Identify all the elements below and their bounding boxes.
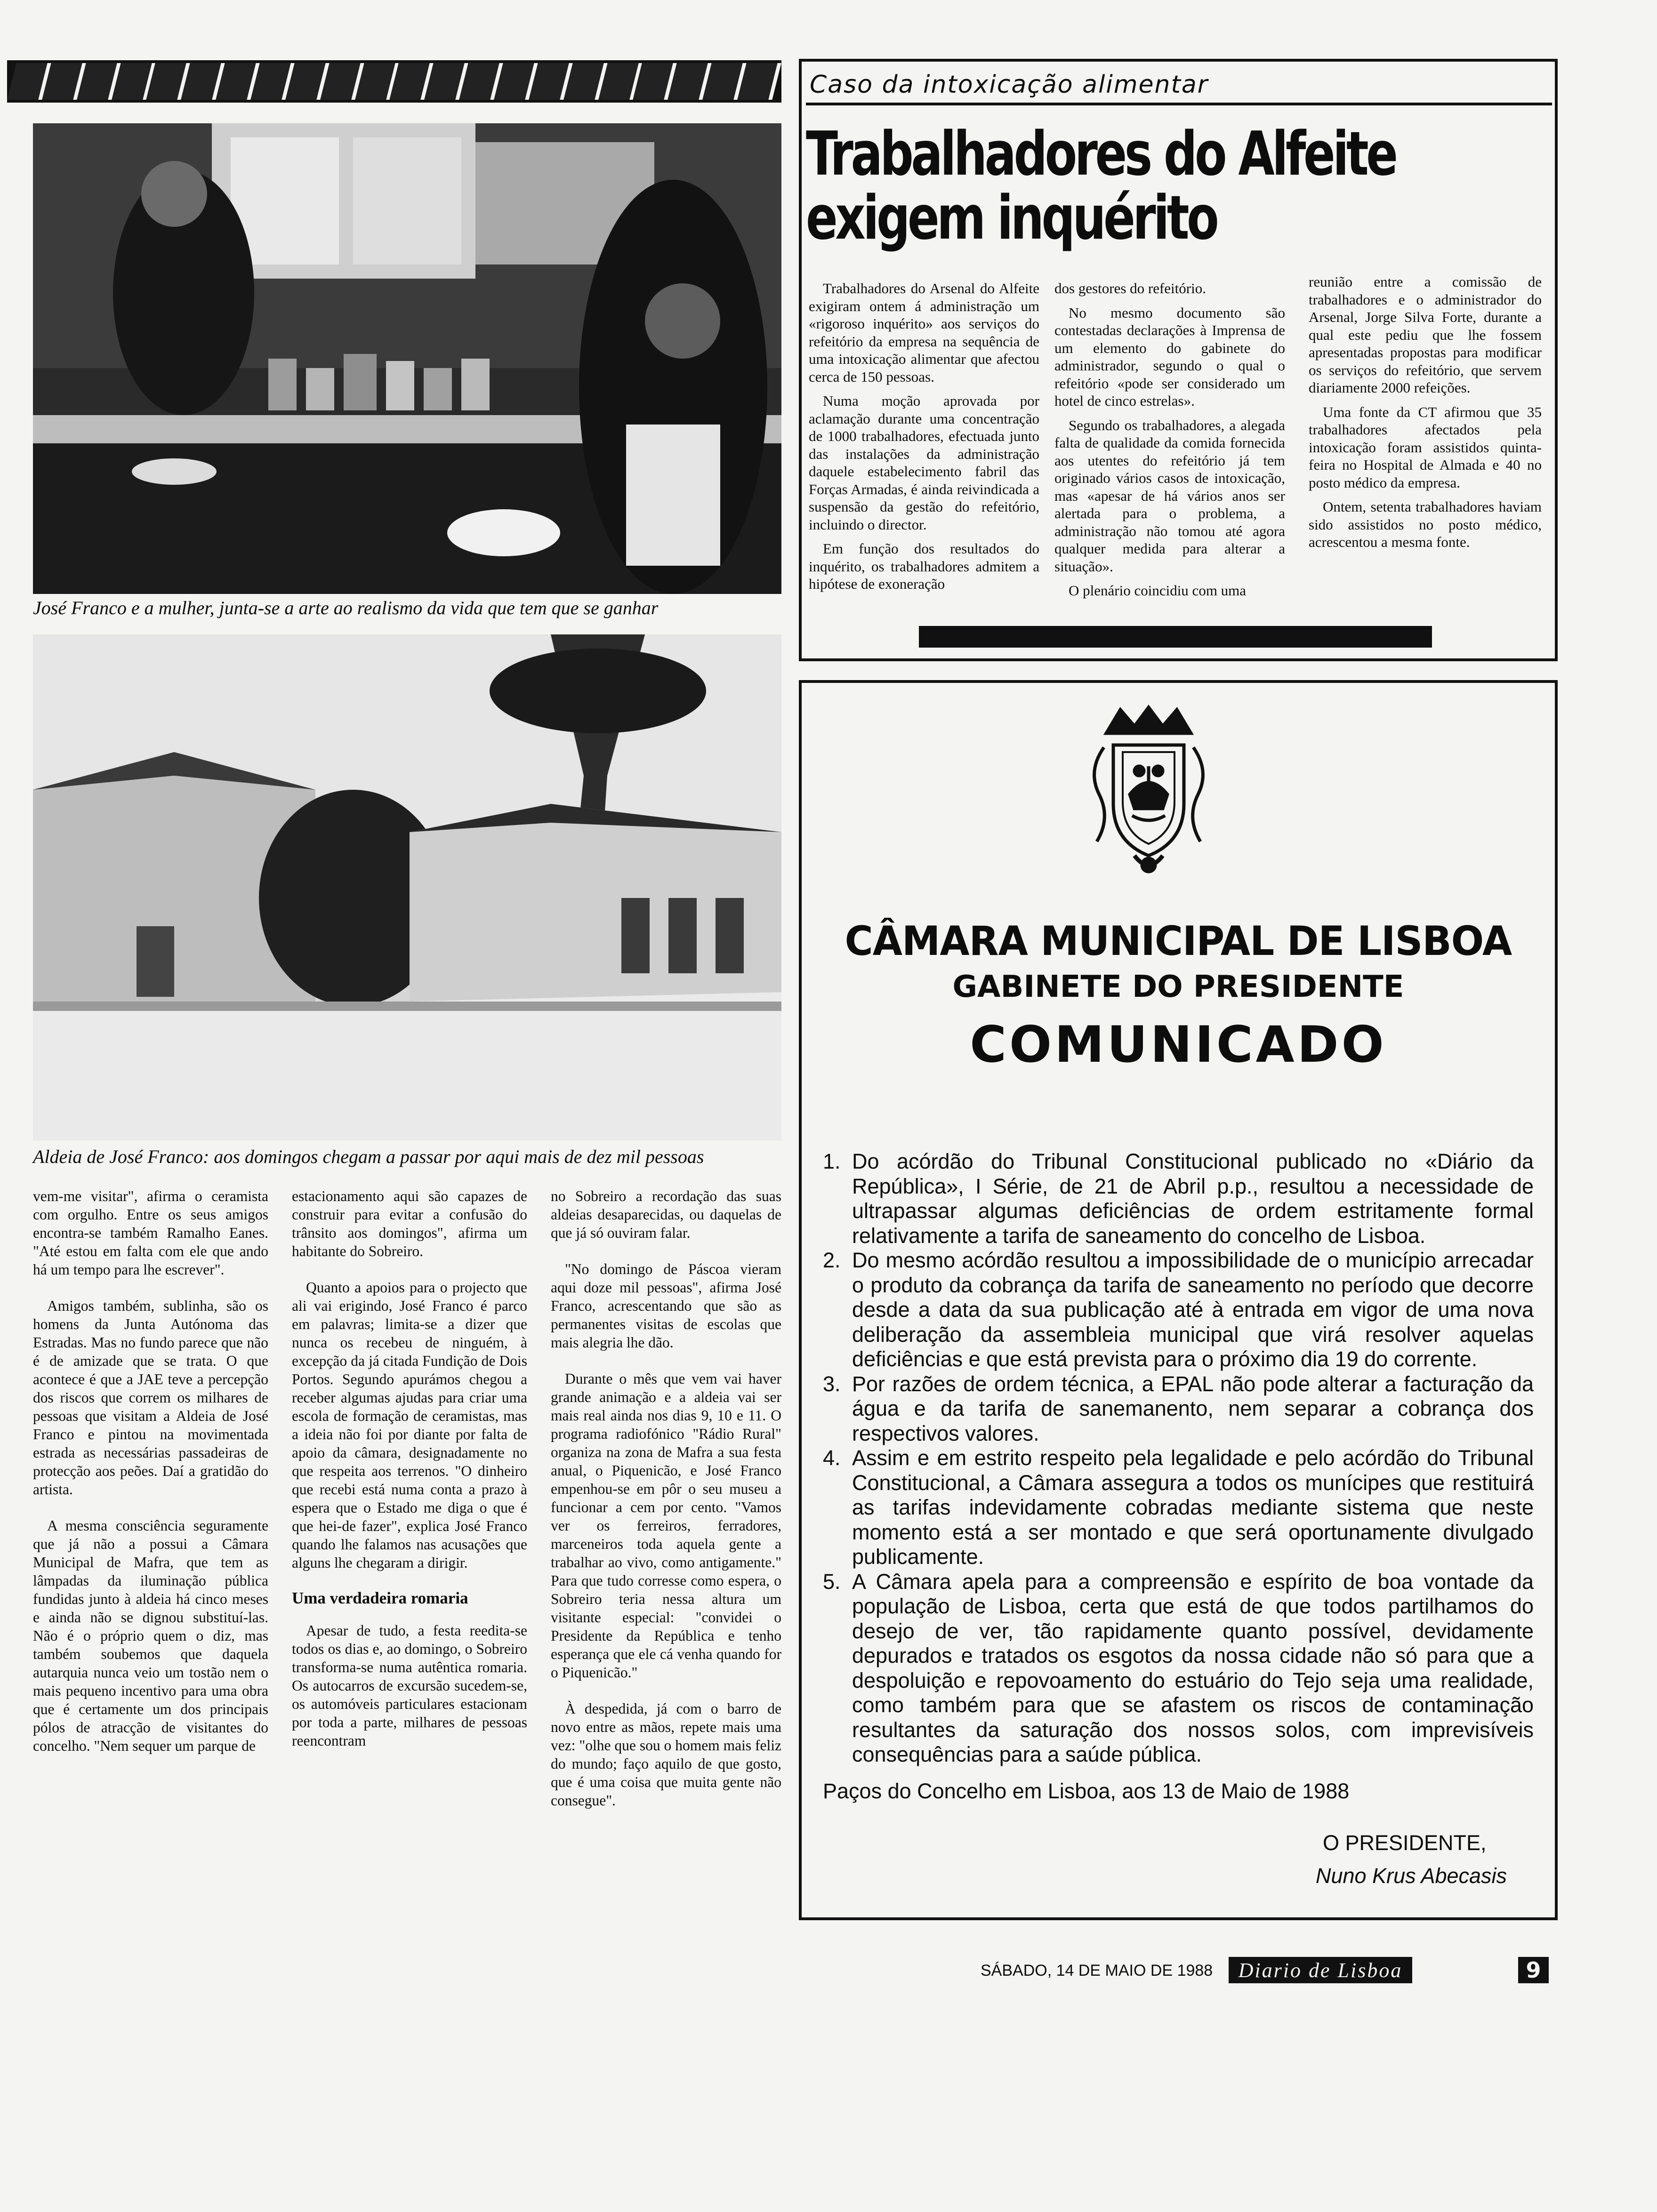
photo-jose-franco-and-wife: [33, 123, 781, 594]
story-c1-p2: Amigos também, sublinha, são os homens da Junta Autónoma das Estradas. Mas no fundo parece que não é de amizade que se trata. O que acontece é que a JAE teve a percepção dos riscos que correm os milhares de pessoas que visitam a Aldeia de José Franco e pintou na movimentada estrada as necessárias passadeiras de protecção aos peões. Daí a gratidão do artista.: [33, 1298, 268, 1498]
alfeite-black-bar: [919, 626, 1432, 648]
camara-item: [823, 1570, 1534, 1767]
alfeite-headline-line2: exigem inquérito: [806, 183, 1217, 253]
photo-village-caption: Aldeia de José Franco: aos domingos chegam a passar por aqui mais de dez mil pessoas: [33, 1146, 704, 1167]
photo-top-caption: José Franco e a mulher, junta-se a arte ao realismo da vida que tem que se ganhar: [33, 597, 659, 618]
camara-item-text: Do acórdão do Tribunal Constitucional publicado no «Diário da República», I Série, de 21 de Abril p.p., resultou a necessidade de ultrapassar algumas deficiências de ordem estritamente formal relativamente a tarifa de saneamento do concelho de Lisboa.: [852, 1149, 1534, 1248]
alfeite-kicker: Caso da intoxicação alimentar: [810, 71, 1209, 99]
footer-masthead: Diario de Lisboa: [1229, 1957, 1412, 1983]
alfeite-c1-p3: Em função dos resultados do inquérito, os trabalhadores admitem a hipótese de exoneração: [809, 540, 1039, 592]
alfeite-column-1: [809, 280, 1039, 593]
story-c3-p4: À despedida, já com o barro de novo entre as mãos, repete mais uma vez: "olhe que sou o homem mais feliz do mundo; faço aquilo de que gosto, que é uma coisa que muita gente não consegue".: [551, 1700, 781, 1809]
camara-title: CÂMARA MUNICIPAL DE LISBOA: [845, 918, 1512, 965]
camara-item-number: 5.: [823, 1569, 841, 1594]
photo-village: [33, 634, 781, 1140]
camara-item-number: 2.: [823, 1248, 841, 1272]
story-column-1: [33, 1187, 268, 1755]
alfeite-c2-p4: O plenário coincidiu com uma: [1069, 582, 1247, 599]
story-c1-p3: A mesma consciência seguramente que já não a possui a Câmara Municipal de Mafra, que tem as lâmpadas da iluminação pública fundidas junto à aldeia há cinco meses e ainda não se dignou substituí-las. Não é o próprio quem o diz, mas também soubemos que daquela autarquia nunca veio um tostão nem o mais pequeno incentivo para uma obra que é certamente um dos principais pólos de atracção de visitantes do concelho. "Nem sequer um parque de: [33, 1517, 268, 1754]
camara-item-text: A Câmara apela para a compreensão e espírito de boa vontade da população de Lisboa, certa que está de que todos partilhamos do desejo de ver, tão rapidamente quanto possível, devidamente depurados e tratados os esgotos da nossa cidade não só para que a despoluição e repovoamento do estuário do Tejo seja uma realidade, como também para que se afastem os riscos de contaminação resultantes da saturação dos nossos solos, com imprevisíveis consequências para a saúde pública.: [852, 1569, 1534, 1766]
camara-item: [823, 1248, 1534, 1372]
camara-item-number: 3.: [823, 1371, 841, 1396]
camara-items-list: [823, 1149, 1534, 1767]
alfeite-c2-p2: No mesmo documento são contestadas declarações à Imprensa de um elemento do gabinete do administrador, segundo o qual o refeitório «pode ser considerado um hotel de cinco estrelas».: [1054, 304, 1285, 409]
story-c3-p2: "No domingo de Páscoa vieram aqui doze mil pessoas", afirma José Franco, acrescentando que são as permanentes visitas de escolas que mais alegria lhe dão.: [551, 1261, 781, 1351]
camara-item-number: 1.: [823, 1149, 841, 1173]
alfeite-c2-p3: Segundo os trabalhadores, a alegada falta de qualidade da comida fornecida aos utentes do refeitório já tem originado vários casos de intoxicação, mas «apesar de há vários anos ser alertada para o problema, a administração não tomou até agora qualquer medida para alterar a situação».: [1054, 417, 1285, 575]
kicker-rule: [806, 103, 1552, 105]
alfeite-column-3: [1309, 273, 1542, 551]
story-c2-p1: estacionamento aqui são capazes de construir para evitar a confusão do trânsito aos domingos", afirma um habitante do Sobreiro.: [292, 1188, 527, 1259]
camara-signatory-name: Nuno Krus Abecasis: [1316, 1864, 1507, 1888]
camara-item: [823, 1446, 1534, 1570]
camara-item-number: 4.: [823, 1446, 841, 1470]
camara-subtitle: GABINETE DO PRESIDENTE: [952, 970, 1404, 1004]
camara-item-text: Assim e em estrito respeito pela legalidade e pelo acórdão do Tribunal Constitucional, a Câmara assegura a todos os munícipes que restituirá as tarifas indevidamente cobradas mediante sistema que neste momento está a ser montado e que será oportunamente divulgado publicamente.: [852, 1446, 1534, 1569]
footer-date: SÁBADO, 14 DE MAIO DE 1988: [981, 1962, 1213, 1980]
alfeite-c3-p2: Uma fonte da CT afirmou que 35 trabalhadores afectados pela intoxicação foram assistidos quinta-feira no Hospital de Almada e 40 no posto médico da empresa.: [1309, 403, 1542, 491]
alfeite-column-2: [1054, 280, 1285, 600]
camara-item-text: Do mesmo acórdão resultou a impossibilidade de o município arrecadar o produto da cobrança da tarifa de saneamento no período que decorre desde a data da sua publicação até à entrada em vigor de uma nova deliberação da assembleia municipal que virá resolver aquelas deficiências e que está prevista para o próximo dia 19 do corrente.: [852, 1248, 1534, 1371]
camara-item: [823, 1149, 1534, 1248]
camara-signatory-title: O PRESIDENTE,: [1323, 1831, 1487, 1855]
camara-item-text: Por razões de ordem técnica, a EPAL não pode alterar a facturação da água e da tarifa de sanemanento, nem separar a cobrança dos respectivos valores.: [852, 1371, 1534, 1445]
story-c1-p1: vem-me visitar", afirma o ceramista com orgulho. Entre os seus amigos encontra-se também Ramalho Eanes. "Até estou em falta com ele que ando há um tempo para lhe escrever".: [33, 1188, 268, 1278]
camara-heading: COMUNICADO: [970, 1016, 1387, 1074]
story-c3-p3: Durante o mês que vem vai haver grande animação e a aldeia vai ser mais real ainda nos dias 9, 10 e 11. O programa radiofónico "Rádio Rural" organiza na zona de Mafra a sua festa anual, o Piquenicão, e José Franco empenhou-se em pôr o seu museu a funcionar a cem por cento. "Vamos ver os ferreiros, ferradores, marceneiros toda aquela gente a trabalhar ao vivo, como antigamente." Para que tudo corresse como espera, o Sobreiro teria nessa altura um visitante especial: "convidei o Presidente da República e tenho esperança que ele cá venha quando for o Piquenicão.": [551, 1370, 781, 1681]
lisbon-coat-of-arms-icon: [1078, 700, 1219, 879]
story-column-2: [292, 1187, 527, 1750]
footer-page-number: 9: [1518, 1957, 1549, 1983]
story-subhead: Uma verdadeira romaria: [292, 1589, 468, 1607]
camara-item: [823, 1372, 1534, 1446]
alfeite-headline-line1: Trabalhadores do Alfeite: [806, 119, 1396, 189]
story-column-3: [551, 1187, 781, 1810]
story-c3-p1: no Sobreiro a recordação das suas aldeias desaparecidas, ou daquelas de que já só ouviram falar.: [551, 1188, 781, 1241]
alfeite-c1-p1: Trabalhadores do Arsenal do Alfeite exigiram ontem á administração um «rigoroso inquérito» aos serviços do refeitório da empresa na sequência de uma intoxicação alimentar que afectou cerca de 150 pessoas.: [809, 280, 1039, 385]
top-decorative-band: [7, 60, 781, 103]
alfeite-c1-p2: Numa moção aprovada por aclamação durante uma concentração de 1000 trabalhadores, efectuada junto das instalações da administração daquele estabelecimento fabril das Forças Armadas, é ainda reivindicada a suspensão da gestão do refeitório, incluindo o director.: [809, 393, 1039, 533]
story-c2-p3: Apesar de tudo, a festa reedita-se todos os dias e, ao domingo, o Sobreiro transforma-se numa autêntica romaria. Os autocarros de excursão sucedem-se, os automóveis particulares estacionam por toda a parte, milhares de pessoas reencontram: [292, 1622, 527, 1749]
story-c2-p2: Quanto a apoios para o projecto que ali vai erigindo, José Franco é parco em palavras; limita-se a dizer que nunca os recebeu de ninguém, à excepção da já citada Fundição de Dois Portos. Segundo apurámos chegou a receber algumas ajudas para criar uma escola de formação de ceramistas, mas a ideia não foi por diante por falta de apoio da câmara, designadamente no que respeita aos terrenos. "O dinheiro que recebi está numa conta a prazo à espera que o Estado me diga o que é que hei-de fazer", explica José Franco quando lhe falamos nas acusações que alguns lhe chegaram a dirigir.: [292, 1279, 527, 1571]
alfeite-c2-p1: dos gestores do refeitório.: [1054, 280, 1206, 297]
camara-place-date: Paços do Concelho em Lisboa, aos 13 de Maio de 1988: [823, 1779, 1350, 1803]
alfeite-c3-p3: Ontem, setenta trabalhadores haviam sido assistidos no posto médico, acrescentou a mesma fonte.: [1309, 498, 1542, 550]
alfeite-c3-p1: reunião entre a comissão de trabalhadores e o administrador do Arsenal, Jorge Silva Forte, durante a qual este pediu que lhe fossem apresentadas propostas para modificar os serviços do refeitório, que servem diariamente 2000 refeições.: [1309, 273, 1542, 396]
